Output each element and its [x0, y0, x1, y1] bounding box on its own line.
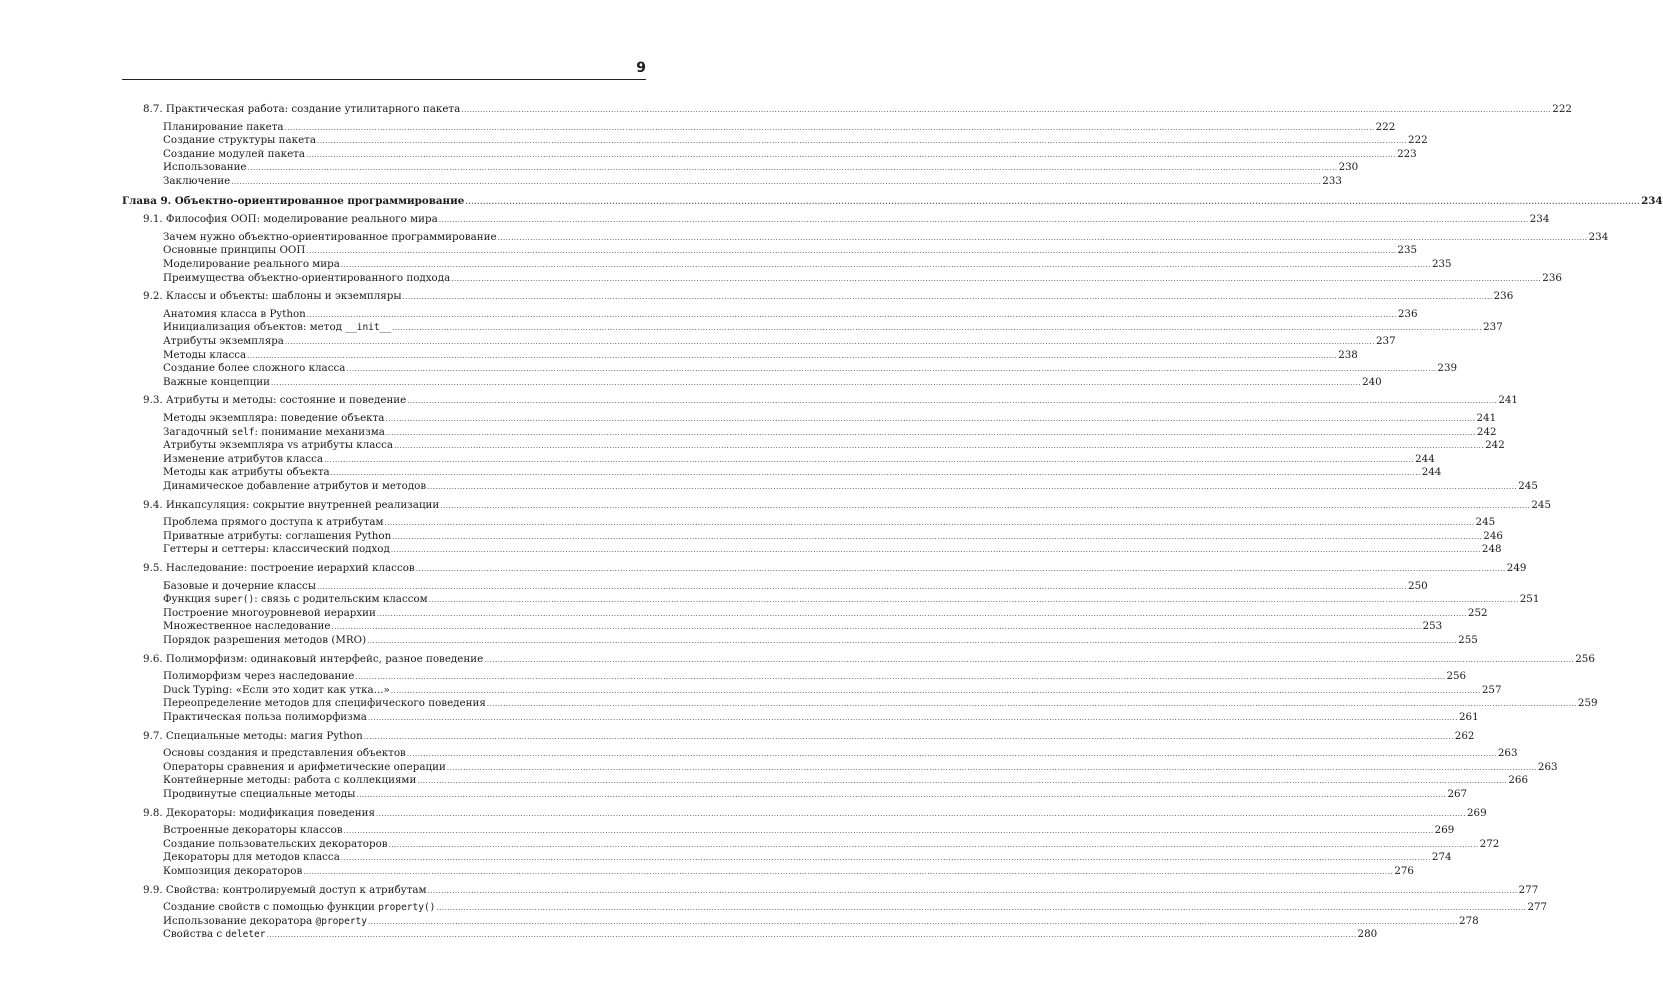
toc-entry-title	[163, 928, 266, 941]
dot-leader: ................................................................................................................................................................................................................................................................................................................................................................................................................	[385, 429, 1476, 437]
toc-entry-title	[163, 321, 391, 334]
dot-leader: ................................................................................................................................................................................................................................................................................................................................................................................................................	[306, 247, 1397, 255]
toc-page-number: 237	[1375, 335, 1396, 347]
toc-subsection	[163, 321, 1503, 334]
toc-page-number: 255	[1458, 634, 1478, 646]
toc-page-number: 242	[1485, 439, 1505, 451]
toc-page-number: 269	[1467, 807, 1487, 819]
toc-subsection	[163, 838, 1500, 851]
toc-entry-title	[143, 290, 402, 303]
toc-subsection	[163, 711, 1479, 724]
title-text: Создание пользовательских декораторов	[163, 838, 388, 850]
toc-subsection	[163, 148, 1417, 161]
dot-leader: ................................................................................................................................................................................................................................................................................................................................................................................................................	[367, 918, 1459, 926]
toc-subsection	[163, 865, 1414, 878]
toc-page-number: 261	[1458, 711, 1479, 723]
toc-page-number: 237	[1483, 321, 1503, 333]
toc-entry-title	[163, 788, 355, 801]
title-text: Атрибуты экземпляра	[163, 335, 284, 347]
toc-entry-title	[143, 499, 439, 512]
title-text: Основы создания и представления объектов	[163, 747, 406, 759]
toc-page-number: 244	[1415, 453, 1435, 465]
title-text: 9.7. Специальные методы: магия Python	[143, 730, 363, 742]
toc-page-number: 246	[1483, 530, 1503, 542]
toc-subsection	[163, 634, 1478, 647]
toc-page-number: 277	[1518, 884, 1539, 896]
toc-entry-title	[163, 607, 376, 620]
toc-entry-title	[163, 697, 486, 710]
toc-entry-title	[163, 412, 384, 425]
toc-entry-title	[163, 711, 367, 724]
dot-leader: ................................................................................................................................................................................................................................................................................................................................................................................................................	[331, 623, 1422, 631]
dot-leader: ................................................................................................................................................................................................................................................................................................................................................................................................................	[284, 124, 1375, 132]
toc-entry-title	[163, 684, 390, 697]
dot-leader: ................................................................................................................................................................................................................................................................................................................................................................................................................	[355, 673, 1446, 681]
toc-page-number: 248	[1481, 543, 1502, 555]
dot-leader: ................................................................................................................................................................................................................................................................................................................................................................................................................	[343, 827, 1434, 835]
dot-leader: ................................................................................................................................................................................................................................................................................................................................................................................................................	[392, 324, 1483, 332]
toc-page-number: 269	[1434, 824, 1455, 836]
toc-page-number: 222	[1375, 121, 1396, 133]
title-text: Duck Typing: «Если это ходит как утка...»	[163, 684, 390, 696]
dot-leader: ................................................................................................................................................................................................................................................................................................................................................................................................................	[486, 700, 1577, 708]
toc-section	[143, 807, 1487, 820]
dot-leader: ................................................................................................................................................................................................................................................................................................................................................................................................................	[375, 810, 1466, 818]
toc-page-number: 278	[1459, 915, 1479, 927]
dot-leader: ................................................................................................................................................................................................................................................................................................................................................................................................................	[440, 502, 1531, 510]
title-text: 9.8. Декораторы: модификация поведения	[143, 807, 375, 819]
toc-page-number: 238	[1338, 349, 1358, 361]
toc-subsection	[163, 774, 1529, 787]
toc-chapter	[122, 195, 1663, 208]
toc-entry-title	[163, 244, 305, 257]
title-text: Встроенные декораторы классов	[163, 824, 343, 836]
toc-subsection	[163, 258, 1452, 271]
dot-leader: ................................................................................................................................................................................................................................................................................................................................................................................................................	[428, 596, 1519, 604]
toc-page-number: 245	[1518, 480, 1538, 492]
dot-leader: ................................................................................................................................................................................................................................................................................................................................................................................................................	[317, 583, 1408, 591]
toc-section	[143, 213, 1550, 226]
title-text: 9.6. Полиморфизм: одинаковый интерфейс, разное поведение	[143, 653, 484, 665]
toc-subsection	[163, 412, 1497, 425]
toc-entry-title	[163, 824, 343, 837]
dot-leader: ................................................................................................................................................................................................................................................................................................................................................................................................................	[376, 610, 1467, 618]
toc-entry-title	[143, 884, 427, 897]
dot-leader: ................................................................................................................................................................................................................................................................................................................................................................................................................	[367, 637, 1458, 645]
dot-leader: ................................................................................................................................................................................................................................................................................................................................................................................................................	[427, 483, 1518, 491]
code-fragment: deleter	[225, 929, 266, 940]
toc-page-number: 251	[1519, 593, 1540, 605]
toc-subsection	[163, 466, 1442, 479]
toc-subsection	[163, 121, 1396, 134]
title-text: 9.5. Наследование: построение иерархий классов	[143, 562, 415, 574]
title-text: Загадочный	[163, 426, 232, 438]
dot-leader: ................................................................................................................................................................................................................................................................................................................................................................................................................	[340, 261, 1431, 269]
toc-subsection	[163, 376, 1382, 389]
toc-subsection	[163, 175, 1342, 188]
title-text: Моделирование реального мира	[163, 258, 340, 270]
toc-page-number: 233	[1322, 175, 1342, 187]
title-text: Полиморфизм через наследование	[163, 670, 355, 682]
toc-entry-title	[143, 730, 363, 743]
toc-page-number: 274	[1431, 851, 1452, 863]
toc-entry-title	[163, 851, 340, 864]
title-text: Функция	[163, 593, 215, 605]
toc-entry-title	[143, 807, 375, 820]
dot-leader: ................................................................................................................................................................................................................................................................................................................................................................................................................	[388, 841, 1479, 849]
title-text: 8.7. Практическая работа: создание утилитарного пакета	[143, 103, 461, 115]
dot-leader: ................................................................................................................................................................................................................................................................................................................................................................................................................	[317, 137, 1408, 145]
title-text: Преимущества объектно-ориентированного подхода	[163, 272, 451, 284]
dot-leader: ................................................................................................................................................................................................................................................................................................................................................................................................................	[438, 216, 1529, 224]
toc-page-number: 256	[1446, 670, 1467, 682]
title-text: Динамическое добавление атрибутов и методов	[163, 480, 427, 492]
toc-subsection	[163, 788, 1468, 801]
toc-page-number: 256	[1575, 653, 1595, 665]
toc-entry-title	[163, 466, 330, 479]
dot-leader: ................................................................................................................................................................................................................................................................................................................................................................................................................	[247, 164, 1338, 172]
title-text: Базовые и дочерние классы	[163, 580, 316, 592]
toc-page-number: 222	[1552, 103, 1572, 115]
dot-leader: ................................................................................................................................................................................................................................................................................................................................................................................................................	[417, 777, 1508, 785]
toc-page-number: 235	[1431, 258, 1452, 270]
toc-page-number: 272	[1479, 838, 1500, 850]
dot-leader: ................................................................................................................................................................................................................................................................................................................................................................................................................	[465, 197, 1641, 206]
toc-entry-title	[163, 901, 435, 914]
toc-section	[143, 884, 1539, 897]
toc-page-number: 223	[1397, 148, 1417, 160]
title-text: Продвинутые специальные методы	[163, 788, 356, 800]
dot-leader: ................................................................................................................................................................................................................................................................................................................................................................................................................	[402, 293, 1493, 301]
toc-subsection	[163, 824, 1455, 837]
toc-page-number: 277	[1527, 901, 1548, 913]
toc-page-number: 266	[1508, 774, 1529, 786]
title-text: Практическая польза полиморфизма	[163, 711, 367, 723]
dot-leader: ................................................................................................................................................................................................................................................................................................................................................................................................................	[484, 656, 1575, 664]
toc-subsection	[163, 851, 1452, 864]
toc-subsection	[163, 516, 1496, 529]
title-text: Использование	[163, 161, 247, 173]
toc-page-number: 280	[1357, 928, 1378, 940]
toc-entry-title	[163, 453, 323, 466]
toc-subsection	[163, 362, 1458, 375]
dot-leader: ................................................................................................................................................................................................................................................................................................................................................................................................................	[284, 338, 1375, 346]
dot-leader: ................................................................................................................................................................................................................................................................................................................................................................................................................	[384, 519, 1475, 527]
toc-entry-title	[163, 543, 390, 556]
toc-subsection	[163, 607, 1488, 620]
toc-page-number: 245	[1531, 499, 1551, 511]
toc-entry-title	[163, 272, 450, 285]
title-text: 9.1. Философия ООП: моделирование реального мира	[143, 213, 438, 225]
toc-subsection	[163, 684, 1502, 697]
toc-entry-title	[163, 349, 246, 362]
toc-section	[143, 653, 1595, 666]
toc-entry-title	[163, 634, 366, 647]
dot-leader: ................................................................................................................................................................................................................................................................................................................................................................................................................	[247, 352, 1338, 360]
toc-entry-title	[163, 134, 316, 147]
code-fragment: super()	[214, 594, 255, 605]
dot-leader: ................................................................................................................................................................................................................................................................................................................................................................................................................	[306, 151, 1397, 159]
dot-leader: ................................................................................................................................................................................................................................................................................................................................................................................................................	[392, 533, 1483, 541]
toc-entry-title	[163, 121, 284, 134]
toc-page-number: 236	[1493, 290, 1514, 302]
toc-page-number: 250	[1408, 580, 1428, 592]
toc-page-number: 241	[1476, 412, 1497, 424]
code-fragment: property()	[378, 902, 436, 913]
toc-entry-title	[163, 670, 354, 683]
toc-subsection	[163, 901, 1548, 914]
dot-leader: ................................................................................................................................................................................................................................................................................................................................................................................................................	[451, 275, 1542, 283]
toc-section	[143, 290, 1514, 303]
dot-leader: ................................................................................................................................................................................................................................................................................................................................................................................................................	[266, 931, 1357, 939]
toc-page-number: 242	[1476, 426, 1497, 438]
toc-page-number: 234	[1529, 213, 1550, 225]
toc-page-number: 249	[1506, 562, 1527, 574]
dot-leader: ................................................................................................................................................................................................................................................................................................................................................................................................................	[407, 397, 1498, 405]
title-text: Планирование пакета	[163, 121, 284, 133]
toc-subsection	[163, 530, 1503, 543]
dot-leader: ................................................................................................................................................................................................................................................................................................................................................................................................................	[346, 365, 1437, 373]
toc-entry-title	[163, 838, 388, 851]
toc-entry-title	[163, 580, 316, 593]
title-text: Приватные атрибуты: соглашения Python	[163, 530, 392, 542]
toc-page-number: 236	[1542, 272, 1562, 284]
code-fragment: self	[231, 427, 255, 438]
title-text: Методы как атрибуты объекта	[163, 466, 330, 478]
title-text: Композиция декораторов	[163, 865, 303, 877]
toc-entry-title	[163, 175, 230, 188]
code-fragment: @property	[315, 916, 367, 927]
title-text: 9.2. Классы и объекты: шаблоны и экземпляры	[143, 290, 402, 302]
title-text: Основные принципы ООП	[163, 244, 306, 256]
title-text: Использование декоратора	[163, 915, 316, 927]
dot-leader: ................................................................................................................................................................................................................................................................................................................................................................................................................	[363, 733, 1454, 741]
dot-leader: ................................................................................................................................................................................................................................................................................................................................................................................................................	[330, 469, 1421, 477]
toc-entry-title	[143, 103, 460, 116]
toc-entry-title	[163, 376, 270, 389]
toc-entry-title	[163, 761, 446, 774]
toc-page-number: 241	[1498, 394, 1518, 406]
toc-entry-title	[163, 335, 284, 348]
dot-leader: ................................................................................................................................................................................................................................................................................................................................................................................................................	[340, 854, 1431, 862]
title-text: Декораторы для методов класса	[163, 851, 340, 863]
toc-page-number: 263	[1537, 761, 1558, 773]
dot-leader: ................................................................................................................................................................................................................................................................................................................................................................................................................	[436, 904, 1527, 912]
toc-entry-title	[163, 426, 385, 439]
dot-leader: ................................................................................................................................................................................................................................................................................................................................................................................................................	[356, 791, 1447, 799]
toc-page-number: 240	[1362, 376, 1382, 388]
toc-page-number: 234	[1588, 231, 1609, 243]
toc-subsection	[163, 134, 1428, 147]
toc-subsection	[163, 761, 1558, 774]
code-fragment: __init__	[345, 322, 392, 333]
toc-entry-title	[163, 362, 345, 375]
toc-section	[143, 499, 1551, 512]
toc-subsection	[163, 349, 1358, 362]
toc-subsection	[163, 272, 1562, 285]
dot-leader: ................................................................................................................................................................................................................................................................................................................................................................................................................	[385, 415, 1476, 423]
title-text: Заключение	[163, 175, 231, 187]
title-text: Глава 9. Объектно-ориентированное программирование	[122, 195, 465, 207]
title-text: Изменение атрибутов класса	[163, 453, 324, 465]
title-text: : связь с родительским классом	[254, 593, 428, 605]
toc-subsection	[163, 308, 1418, 321]
toc-subsection	[163, 593, 1540, 606]
title-text: Множественное наследование	[163, 620, 331, 632]
dot-leader: ................................................................................................................................................................................................................................................................................................................................................................................................................	[390, 687, 1481, 695]
toc-entry-title	[163, 774, 416, 787]
title-text: Переопределение методов для специфического поведения	[163, 697, 486, 709]
title-text: Создание модулей пакета	[163, 148, 306, 160]
dot-leader: ................................................................................................................................................................................................................................................................................................................................................................................................................	[394, 442, 1485, 450]
title-text: 9.4. Инкапсуляция: сокрытие внутренней реализации	[143, 499, 440, 511]
toc-entry-title	[143, 213, 438, 226]
dot-leader: ................................................................................................................................................................................................................................................................................................................................................................................................................	[231, 178, 1322, 186]
toc-entry-title	[143, 653, 483, 666]
toc-subsection	[163, 670, 1467, 683]
title-text: Методы класса	[163, 349, 247, 361]
dot-leader: ................................................................................................................................................................................................................................................................................................................................................................................................................	[406, 750, 1497, 758]
toc-page-number: 239	[1437, 362, 1458, 374]
toc-page-number: 267	[1447, 788, 1468, 800]
title-text: Свойства с	[163, 928, 226, 940]
dot-leader: ................................................................................................................................................................................................................................................................................................................................................................................................................	[324, 456, 1415, 464]
toc-section	[143, 730, 1475, 743]
toc-entry-title	[163, 308, 306, 321]
dot-leader: ................................................................................................................................................................................................................................................................................................................................................................................................................	[303, 868, 1394, 876]
toc-subsection	[163, 697, 1598, 710]
toc-page-number: 259	[1577, 697, 1598, 709]
toc-section	[143, 394, 1518, 407]
dot-leader: ................................................................................................................................................................................................................................................................................................................................................................................................................	[427, 887, 1518, 895]
title-text: Геттеры и сеттеры: классический подход	[163, 543, 390, 555]
title-text: 9.3. Атрибуты и методы: состояние и поведение	[143, 394, 407, 406]
dot-leader: ................................................................................................................................................................................................................................................................................................................................................................................................................	[446, 764, 1537, 772]
dot-leader: ................................................................................................................................................................................................................................................................................................................................................................................................................	[497, 234, 1588, 242]
toc-entry-title	[163, 530, 391, 543]
toc-page-number: 262	[1454, 730, 1475, 742]
dot-leader: ................................................................................................................................................................................................................................................................................................................................................................................................................	[415, 565, 1506, 573]
title-text: Контейнерные методы: работа с коллекциями	[163, 774, 417, 786]
toc-subsection	[163, 426, 1497, 439]
toc-page-number: 245	[1475, 516, 1496, 528]
toc-subsection	[163, 747, 1518, 760]
title-text: Создание более сложного класса	[163, 362, 346, 374]
dot-leader: ................................................................................................................................................................................................................................................................................................................................................................................................................	[390, 546, 1481, 554]
toc-page-number: 252	[1467, 607, 1488, 619]
title-text: Важные концепции	[163, 376, 271, 388]
toc-subsection	[163, 335, 1396, 348]
toc-entry-title	[163, 258, 340, 271]
toc-subsection	[163, 453, 1435, 466]
title-text: Операторы сравнения и арифметические операции	[163, 761, 446, 773]
toc-entry-title	[163, 148, 305, 161]
title-text: Построение многоуровневой иерархии	[163, 607, 376, 619]
toc-entry-title	[163, 439, 393, 452]
title-text: Атрибуты экземпляра vs атрибуты класса	[163, 439, 394, 451]
toc-page-number: 235	[1397, 244, 1418, 256]
dot-leader: ................................................................................................................................................................................................................................................................................................................................................................................................................	[367, 714, 1458, 722]
toc-subsection	[163, 480, 1538, 493]
toc-page-number: 263	[1497, 747, 1518, 759]
toc-entry-title	[122, 195, 464, 208]
page-number: 9	[636, 60, 646, 76]
toc-page-number: 244	[1421, 466, 1442, 478]
toc-page-number: 253	[1422, 620, 1443, 632]
toc-subsection	[163, 620, 1443, 633]
toc-subsection	[163, 580, 1428, 593]
title-text: Создание свойств с помощью функции	[163, 901, 379, 913]
toc-subsection	[163, 439, 1505, 452]
toc-subsection	[163, 231, 1609, 244]
toc-subsection	[163, 161, 1359, 174]
toc-page-number: 257	[1481, 684, 1502, 696]
toc-section	[143, 103, 1572, 116]
toc-entry-title	[163, 915, 367, 928]
title-text: Создание структуры пакета	[163, 134, 316, 146]
dot-leader: ................................................................................................................................................................................................................................................................................................................................................................................................................	[271, 379, 1362, 387]
toc-entry-title	[163, 480, 426, 493]
title-text: 9.9. Свойства: контролируемый доступ к атрибутам	[143, 884, 427, 896]
toc-entry-title	[143, 394, 406, 407]
toc-subsection	[163, 928, 1378, 941]
toc-subsection	[163, 543, 1502, 556]
dot-leader: ................................................................................................................................................................................................................................................................................................................................................................................................................	[306, 311, 1397, 319]
title-text: Зачем нужно объектно-ориентированное программирование	[163, 231, 497, 243]
toc-page-number: 236	[1397, 308, 1418, 320]
toc-page-number: 234	[1641, 195, 1663, 207]
toc-page-number: 276	[1394, 865, 1414, 877]
toc-entry-title	[163, 593, 428, 606]
toc-page-number: 222	[1408, 134, 1428, 146]
toc-subsection	[163, 915, 1479, 928]
toc-entry-title	[163, 161, 247, 174]
title-text: Анатомия класса в Python	[163, 308, 306, 320]
title-text: Проблема прямого доступа к атрибутам	[163, 516, 384, 528]
title-text: Инициализация объектов: метод	[163, 321, 346, 333]
toc-entry-title	[163, 620, 331, 633]
dot-leader: ................................................................................................................................................................................................................................................................................................................................................................................................................	[461, 106, 1552, 114]
toc-entry-title	[163, 516, 384, 529]
title-text: Методы экземпляра: поведение объекта	[163, 412, 385, 424]
title-text: Порядок разрешения методов (MRO)	[163, 634, 367, 646]
toc-subsection	[163, 244, 1418, 257]
toc-section	[143, 562, 1527, 575]
toc-entry-title	[163, 231, 497, 244]
toc-entry-title	[143, 562, 415, 575]
toc-entry-title	[163, 865, 302, 878]
toc-page-number: 230	[1338, 161, 1359, 173]
title-text: : понимание механизма	[254, 426, 385, 438]
toc-entry-title	[163, 747, 406, 760]
